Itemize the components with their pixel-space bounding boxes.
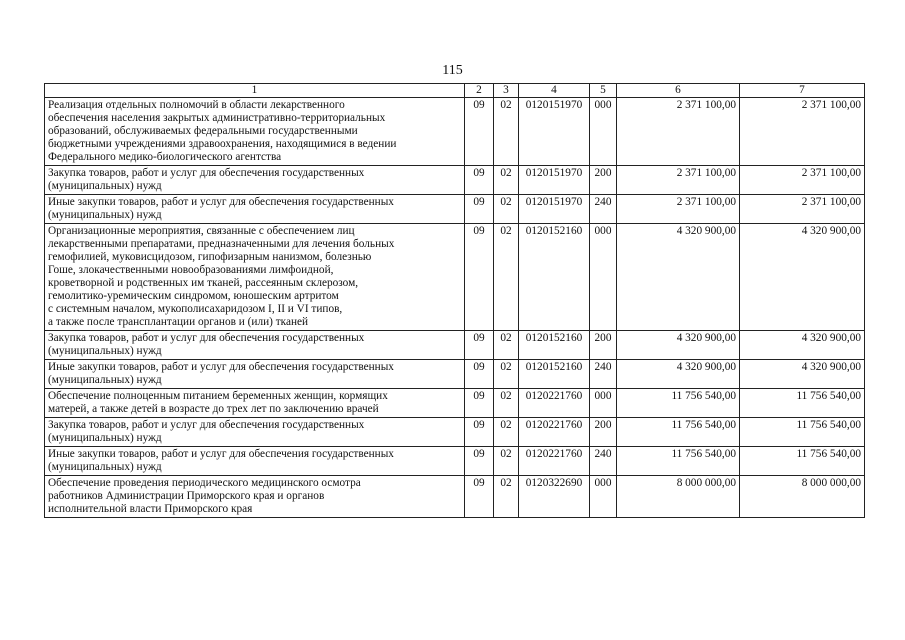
description-line: Организационные мероприятия, связанные с обеспечением лиц: [48, 225, 355, 237]
column-header: 1: [45, 84, 465, 98]
target-article-code: 0120151970: [519, 195, 590, 224]
table-row: [45, 476, 865, 518]
row-description: [45, 389, 465, 418]
description-line: а также после трансплантации органов и (или) тканей: [48, 316, 309, 328]
description-line: исполнительной власти Приморского края: [48, 503, 253, 515]
amount-column-7: 2 371 100,00: [740, 195, 865, 224]
amount-column-6: 11 756 540,00: [617, 418, 740, 447]
target-article-code: 0120151970: [519, 166, 590, 195]
description-line: Иные закупки товаров, работ и услуг для обеспечения государственных: [48, 448, 394, 460]
section-code: 09: [465, 166, 494, 195]
section-code: 09: [465, 360, 494, 389]
description-line: Обеспечение полноценным питанием беременных женщин, кормящих: [48, 390, 388, 402]
description-line: обеспечения населения закрытых административно-территориальных: [48, 112, 386, 124]
description-line: (муниципальных) нужд: [48, 345, 162, 357]
amount-column-6: 2 371 100,00: [617, 98, 740, 166]
row-description: [45, 166, 465, 195]
subsection-code: 02: [494, 447, 519, 476]
header-row: [45, 84, 865, 98]
target-article-code: 0120151970: [519, 98, 590, 166]
subsection-code: 02: [494, 98, 519, 166]
amount-column-7: 2 371 100,00: [740, 98, 865, 166]
section-code: 09: [465, 389, 494, 418]
subsection-code: 02: [494, 331, 519, 360]
table-row: [45, 360, 865, 389]
expense-type-code: 000: [590, 389, 617, 418]
target-article-code: 0120221760: [519, 418, 590, 447]
amount-column-7: 4 320 900,00: [740, 224, 865, 331]
target-article-code: 0120221760: [519, 389, 590, 418]
table-row: [45, 224, 865, 331]
subsection-code: 02: [494, 360, 519, 389]
expense-type-code: 200: [590, 331, 617, 360]
section-code: 09: [465, 447, 494, 476]
description-line: лекарственными препаратами, предназначенными для лечения больных: [48, 238, 395, 250]
section-code: 09: [465, 476, 494, 518]
amount-column-6: 11 756 540,00: [617, 389, 740, 418]
description-line: образований, обслуживаемых федеральными государственными: [48, 125, 358, 137]
section-code: 09: [465, 331, 494, 360]
amount-column-7: 11 756 540,00: [740, 418, 865, 447]
amount-column-6: 2 371 100,00: [617, 195, 740, 224]
column-header: 7: [740, 84, 865, 98]
row-description: [45, 447, 465, 476]
description-line: (муниципальных) нужд: [48, 374, 162, 386]
row-description: [45, 224, 465, 331]
row-description: [45, 476, 465, 518]
target-article-code: 0120322690: [519, 476, 590, 518]
subsection-code: 02: [494, 418, 519, 447]
description-line: с системным началом, мукополисахаридозом I, II и VI типов,: [48, 303, 343, 315]
description-line: бюджетными учреждениями здравоохранения, находящимися в ведении: [48, 138, 397, 150]
target-article-code: 0120152160: [519, 360, 590, 389]
description-line: Иные закупки товаров, работ и услуг для обеспечения государственных: [48, 196, 394, 208]
table-row: [45, 98, 865, 166]
expense-type-code: 240: [590, 447, 617, 476]
table-row: [45, 447, 865, 476]
amount-column-6: 8 000 000,00: [617, 476, 740, 518]
amount-column-7: 11 756 540,00: [740, 447, 865, 476]
budget-table: [44, 83, 865, 518]
amount-column-7: 8 000 000,00: [740, 476, 865, 518]
description-line: (муниципальных) нужд: [48, 209, 162, 221]
row-description: [45, 98, 465, 166]
subsection-code: 02: [494, 389, 519, 418]
table-row: [45, 195, 865, 224]
description-line: (муниципальных) нужд: [48, 461, 162, 473]
subsection-code: 02: [494, 476, 519, 518]
amount-column-7: 2 371 100,00: [740, 166, 865, 195]
table-body: [45, 98, 865, 518]
expense-type-code: 000: [590, 98, 617, 166]
target-article-code: 0120152160: [519, 224, 590, 331]
expense-type-code: 200: [590, 166, 617, 195]
description-line: (муниципальных) нужд: [48, 432, 162, 444]
subsection-code: 02: [494, 195, 519, 224]
description-line: Обеспечение проведения периодического медицинского осмотра: [48, 477, 361, 489]
description-line: Федерального медико-биологического агентства: [48, 151, 282, 163]
description-line: Реализация отдельных полномочий в области лекарственного: [48, 99, 345, 111]
amount-column-7: 4 320 900,00: [740, 331, 865, 360]
description-line: (муниципальных) нужд: [48, 180, 162, 192]
table-row: [45, 166, 865, 195]
amount-column-6: 11 756 540,00: [617, 447, 740, 476]
description-line: работников Администрации Приморского края и органов: [48, 490, 325, 502]
subsection-code: 02: [494, 224, 519, 331]
amount-column-6: 4 320 900,00: [617, 224, 740, 331]
row-description: [45, 418, 465, 447]
table-row: [45, 389, 865, 418]
subsection-code: 02: [494, 166, 519, 195]
amount-column-6: 4 320 900,00: [617, 360, 740, 389]
description-line: гемофилией, муковисцидозом, гипофизарным нанизмом, болезнью: [48, 251, 372, 263]
description-line: кроветворной и родственных им тканей, рассеянным склерозом,: [48, 277, 359, 289]
amount-column-6: 2 371 100,00: [617, 166, 740, 195]
expense-type-code: 240: [590, 195, 617, 224]
expense-type-code: 240: [590, 360, 617, 389]
section-code: 09: [465, 195, 494, 224]
description-line: Закупка товаров, работ и услуг для обеспечения государственных: [48, 332, 365, 344]
section-code: 09: [465, 418, 494, 447]
row-description: [45, 331, 465, 360]
amount-column-7: 11 756 540,00: [740, 389, 865, 418]
amount-column-7: 4 320 900,00: [740, 360, 865, 389]
column-header: 3: [494, 84, 519, 98]
target-article-code: 0120152160: [519, 331, 590, 360]
description-line: Иные закупки товаров, работ и услуг для обеспечения государственных: [48, 361, 394, 373]
column-header: 5: [590, 84, 617, 98]
row-description: [45, 360, 465, 389]
description-line: Закупка товаров, работ и услуг для обеспечения государственных: [48, 419, 365, 431]
page-number: 115: [442, 63, 463, 78]
description-line: Гоше, злокачественными новообразованиями лимфоидной,: [48, 264, 334, 276]
target-article-code: 0120221760: [519, 447, 590, 476]
section-code: 09: [465, 98, 494, 166]
table-row: [45, 418, 865, 447]
description-line: матерей, а также детей в возрасте до трех лет по заключению врачей: [48, 403, 379, 415]
row-description: [45, 195, 465, 224]
column-header: 4: [519, 84, 590, 98]
table-row: [45, 331, 865, 360]
description-line: Закупка товаров, работ и услуг для обеспечения государственных: [48, 167, 365, 179]
amount-column-6: 4 320 900,00: [617, 331, 740, 360]
expense-type-code: 200: [590, 418, 617, 447]
expense-type-code: 000: [590, 476, 617, 518]
expense-type-code: 000: [590, 224, 617, 331]
description-line: гемолитико-уремическим синдромом, юношеским артритом: [48, 290, 339, 302]
column-header: 6: [617, 84, 740, 98]
section-code: 09: [465, 224, 494, 331]
column-header: 2: [465, 84, 494, 98]
